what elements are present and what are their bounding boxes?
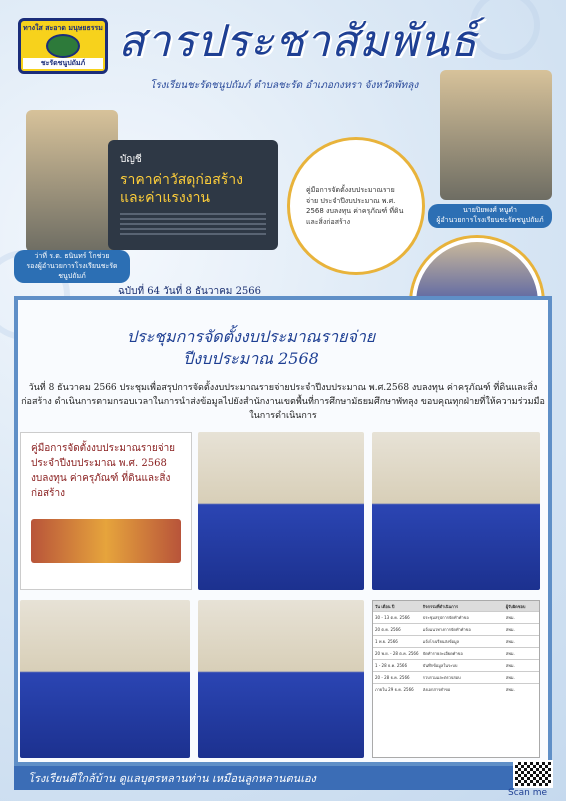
cell-activity: ประชุมสรุปการจัดทำคำขอ — [422, 615, 469, 620]
issue-line: ฉบับที่ 64 วันที่ 8 ธันวาคม 2566 — [118, 286, 262, 297]
table-row — [373, 671, 539, 683]
schedule-table — [372, 600, 540, 758]
school-logo — [18, 18, 108, 74]
table-row — [373, 647, 539, 659]
cell-owner: สพม. — [505, 651, 515, 656]
cell-owner: สพม. — [505, 627, 515, 632]
table-row — [373, 611, 539, 623]
logo-motto: ทางใส สะอาด มนุษยธรรม — [23, 24, 103, 32]
deputy-caption — [14, 250, 130, 283]
footer-slogan: โรงเรียนดีใกล้บ้าน ดูแลบุตรหลานท่าน เหมือนลูกหลานตนเอง — [14, 766, 514, 790]
cell-date: 1 พ.ย. 2566 — [375, 639, 398, 644]
booklet-title: คู่มือการจัดตั้งงบประมาณรายจ่าย ประจำปีงบประมาณ พ.ศ. 2568 งบลงทุน ค่าครุภัณฑ์ ที่ดินและสิ่งก่อสร้าง — [31, 443, 176, 499]
cell-activity: รวบรวมและตรวจสอบ — [422, 675, 461, 680]
cell-activity: แจ้งโรงเรียนส่งข้อมูล — [422, 639, 460, 644]
table-row — [373, 635, 539, 647]
booklet-banner — [31, 519, 181, 563]
cell-activity: ส่งเอกสารคำขอ — [422, 687, 451, 692]
qr-code-icon[interactable] — [513, 760, 553, 788]
scan-me-label: Scan me — [508, 788, 548, 798]
meeting-photo — [198, 600, 364, 758]
logo-name: ชะรัดชนูปถัมภ์ — [23, 58, 103, 69]
card-text-lines — [120, 213, 266, 237]
director-name: นายปิยพงศ์ หนูดำ — [463, 206, 517, 214]
meeting-photo — [20, 600, 190, 758]
meeting-photo — [198, 432, 364, 590]
materials-price-card — [108, 140, 278, 250]
cell-activity: บันทึกข้อมูลในระบบ — [422, 663, 458, 668]
cell-owner: สพม. — [505, 615, 515, 620]
cell-date: 1 - 28 ธ.ค. 2566 — [375, 663, 408, 668]
news-headline: ประชุมการจัดตั้งงบประมาณรายจ่าย ปีงบประมาณ 2568 — [126, 327, 376, 368]
table-row — [373, 659, 539, 671]
cell-owner: สพม. — [505, 675, 515, 680]
page-subtitle: โรงเรียนชะรัดชนูปถัมภ์ ตำบลชะรัด อำเภอกงหรา จังหวัดพัทลุง — [150, 80, 419, 91]
cell-owner: สพม. — [505, 687, 515, 692]
emblem-icon — [46, 34, 80, 58]
table-header — [373, 601, 539, 611]
cell-date: 20 ต.ค. 2566 — [375, 627, 401, 632]
cell-activity: แจ้งแนวทางการจัดทำคำขอ — [422, 627, 471, 632]
page-title: สารประชาสัมพันธ์ — [118, 16, 478, 67]
deputy-name: ว่าที่ ร.ต. ธนินทร์ โกช่วย — [34, 252, 110, 260]
director-caption — [428, 204, 552, 228]
header — [0, 0, 566, 285]
cell-owner: สพม. — [505, 663, 515, 668]
circle-caption: คู่มือการจัดตั้งงบประมาณรายจ่าย ประจำปีงบประมาณ พ.ศ. 2568 งบลงทุน ค่าครุภัณฑ์ ที่ดินและสิ่งก่อสร้าง — [306, 186, 404, 226]
card-label: บัญชี — [120, 154, 142, 165]
budget-manual-circle — [290, 140, 422, 272]
director-photo — [440, 70, 552, 200]
budget-booklet — [20, 432, 192, 590]
deputy-role: รองผู้อำนวยการโรงเรียนชะรัดชนูปถัมภ์ — [26, 261, 118, 280]
cell-date: ภายใน 29 ธ.ค. 2566 — [375, 687, 414, 692]
news-body: วันที่ 8 ธันวาคม 2566 ประชุมเพื่อสรุปการจัดตั้งงบประมาณรายจ่ายประจำปีงบประมาณ พ.ศ.2568 งบลงทุน ค่าครุภัณฑ์ ที่ดินและสิ่งก่อสร้าง ดำเนินการตามกรอบเวลาในการนำส่งข้อมูลไปยังสำนักงานเขตพื้นที่การศึกษามัธยมศึกษาพัทลุง ขอบคุณทุกฝ่ายที่ให้ความร่วมมือในการดำเนินการ — [21, 383, 545, 421]
header-date: วัน เดือน ปี — [375, 603, 395, 609]
header-activity: กิจกรรมที่ดำเนินการ — [422, 603, 459, 609]
table-row — [373, 683, 539, 695]
card-title: ราคาค่าวัสดุก่อสร้าง และค่าแรงงาน — [120, 172, 243, 207]
cell-activity: จัดทำรายละเอียดคำขอ — [422, 651, 463, 656]
cell-date: 20 - 28 ธ.ค. 2566 — [375, 675, 410, 680]
director-role: ผู้อำนวยการโรงเรียนชะรัดชนูปถัมภ์ — [436, 215, 544, 224]
cell-owner: สพม. — [505, 639, 515, 644]
cell-date: 20 พ.ย. - 28 ต.ค. 2566 — [375, 651, 419, 656]
deputy-director-photo — [26, 110, 118, 252]
cell-date: 30 - 13 ต.ค. 2566 — [375, 615, 410, 620]
table-row — [373, 623, 539, 635]
meeting-photo — [372, 432, 540, 590]
header-owner: ผู้รับผิดชอบ — [505, 603, 526, 609]
